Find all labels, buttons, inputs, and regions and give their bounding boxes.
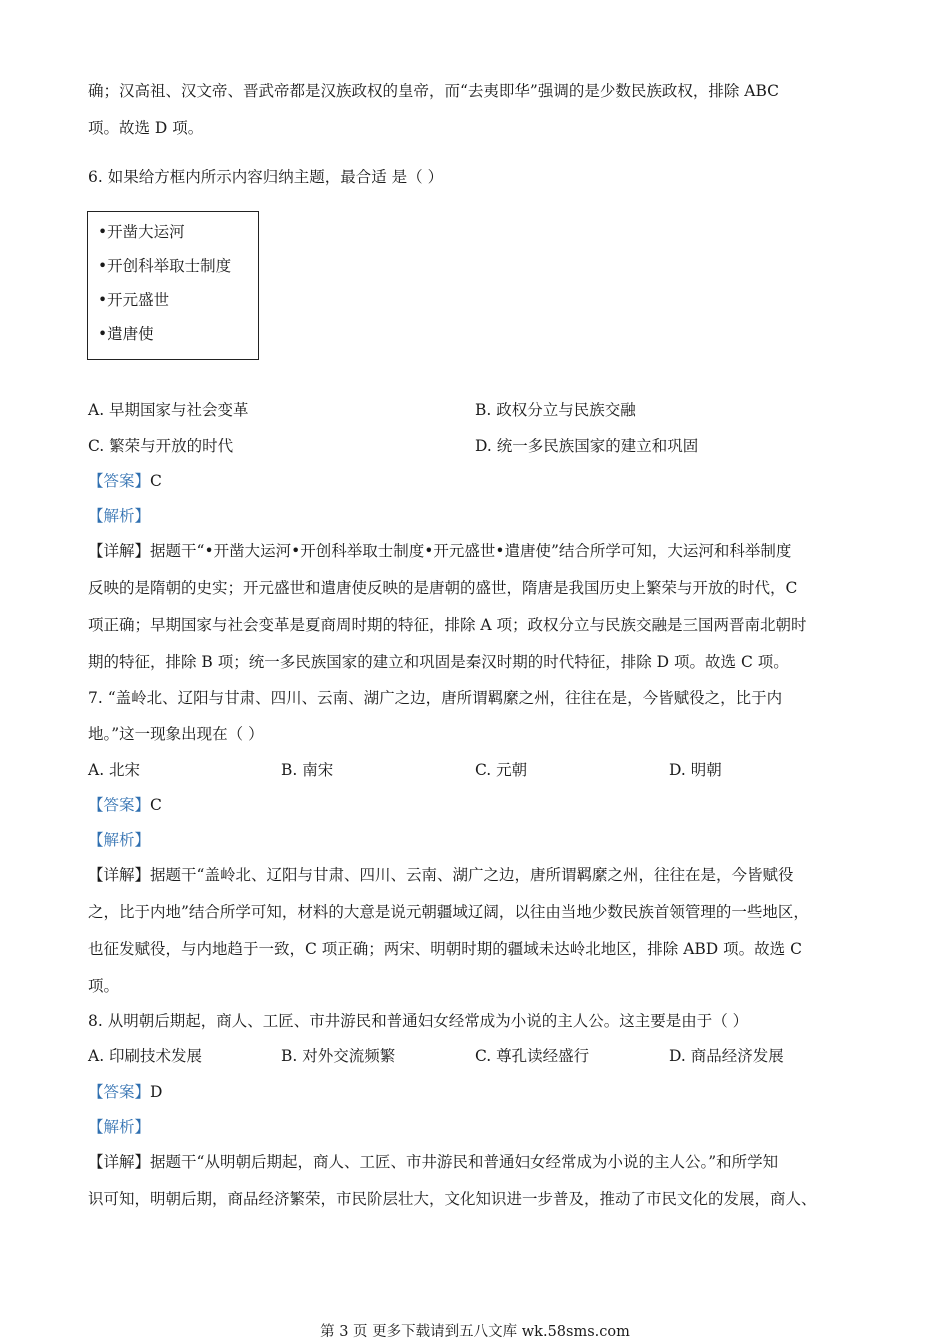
q6-box-item: •开创科举取士制度 — [98, 257, 232, 275]
q7-detail-line-3: 也征发赋役，与内地趋于一致，C 项正确；两宋、明朝时期的疆域未达岭北地区，排除 ABD 项。故选 C — [88, 940, 802, 958]
q7-option-c: C. 元朝 — [475, 761, 528, 779]
q6-analysis — [88, 505, 150, 527]
q6-detail-line-4: 期的特征，排除 B 项；统一多民族国家的建立和巩固是秦汉时期的时代特征，排除 D 项。故选 C 项。 — [88, 653, 789, 671]
analysis-tag: 【解析】 — [88, 831, 151, 849]
analysis-tag: 【解析】 — [88, 507, 151, 525]
analysis-tag: 【解析】 — [88, 1118, 151, 1136]
q8-answer — [88, 1081, 162, 1103]
q6-content-box — [87, 211, 259, 360]
q7-question-line-2: 地。”这一现象出现在（ ） — [88, 725, 264, 743]
q7-option-d: D. 明朝 — [669, 761, 722, 779]
q7-analysis — [88, 829, 150, 851]
q7-answer — [88, 794, 162, 816]
page-footer: 第 3 页 更多下载请到五八文库 wk.58sms.com — [320, 1324, 630, 1340]
answer-value: C — [150, 796, 162, 814]
detail-text: 据题干“•开凿大运河•开创科举取士制度•开元盛世•遣唐使”结合所学可知，大运河和科举制度 — [150, 542, 792, 560]
detail-text: 据题干“从明朝后期起，商人、工匠、市井游民和普通妇女经常成为小说的主人公。”和所学知 — [150, 1153, 779, 1171]
q6-option-c: C. 繁荣与开放的时代 — [88, 437, 234, 455]
q6-box-item: •开元盛世 — [98, 291, 170, 309]
detail-tag: 【详解】 — [88, 866, 151, 884]
q7-detail-line-4: 项。 — [88, 977, 120, 995]
answer-tag: 【答案】 — [88, 472, 151, 490]
prev-detail-line-1: 确；汉高祖、汉文帝、晋武帝都是汉族政权的皇帝，而“去夷即华”强调的是少数民族政权，排除 ABC — [88, 82, 780, 100]
answer-tag: 【答案】 — [88, 1083, 151, 1101]
q8-analysis — [88, 1116, 150, 1138]
q7-question-line-1: 7. “盖岭北、辽阳与甘肃、四川、云南、湖广之边，唐所谓羁縻之州，往往在是，今皆赋役之，比于内 — [88, 689, 783, 707]
q6-detail-line-3: 项正确；早期国家与社会变革是夏商周时期的特征，排除 A 项；政权分立与民族交融是三国两晋南北朝时 — [88, 616, 807, 634]
q8-question: 8. 从明朝后期起，商人、工匠、市井游民和普通妇女经常成为小说的主人公。这主要是由于（ ） — [88, 1012, 749, 1030]
q7-option-a: A. 北宋 — [88, 761, 141, 779]
q6-detail-line-2: 反映的是隋朝的史实；开元盛世和遣唐使反映的是唐朝的盛世，隋唐是我国历史上繁荣与开放的时代，C — [88, 579, 798, 597]
q8-detail-line-1 — [88, 1151, 778, 1173]
detail-text: 据题干“盖岭北、辽阳与甘肃、四川、云南、湖广之边，唐所谓羁縻之州，往往在是，今皆赋役 — [150, 866, 794, 884]
q7-option-b: B. 南宋 — [281, 761, 334, 779]
q6-question: 6. 如果给方框内所示内容归纳主题，最合适 是（ ） — [88, 168, 444, 186]
q8-option-c: C. 尊孔读经盛行 — [475, 1047, 590, 1065]
q8-option-d: D. 商品经济发展 — [669, 1047, 784, 1065]
q8-option-a: A. 印刷技术发展 — [88, 1047, 203, 1065]
q7-detail-line-2: 之，比于内地”结合所学可知，材料的大意是说元朝疆域辽阔，以往由当地少数民族首领管理的一些地区， — [88, 903, 809, 921]
q6-option-a: A. 早期国家与社会变革 — [88, 401, 249, 419]
prev-detail-line-2: 项。故选 D 项。 — [88, 119, 204, 137]
detail-tag: 【详解】 — [88, 1153, 151, 1171]
q8-detail-line-2: 识可知，明朝后期，商品经济繁荣，市民阶层壮大，文化知识进一步普及，推动了市民文化的发展，商人、 — [88, 1190, 817, 1208]
q7-detail-line-1 — [88, 864, 793, 886]
q6-box-item: •开凿大运河 — [98, 223, 185, 241]
q8-option-b: B. 对外交流频繁 — [281, 1047, 396, 1065]
answer-value: D — [150, 1083, 163, 1101]
q6-answer — [88, 470, 162, 492]
answer-tag: 【答案】 — [88, 796, 151, 814]
detail-tag: 【详解】 — [88, 542, 151, 560]
q6-option-b: B. 政权分立与民族交融 — [475, 401, 636, 419]
answer-value: C — [150, 472, 162, 490]
q6-detail-line-1 — [88, 540, 791, 562]
q6-box-item: •遣唐使 — [98, 325, 154, 343]
q6-option-d: D. 统一多民族国家的建立和巩固 — [475, 437, 699, 455]
